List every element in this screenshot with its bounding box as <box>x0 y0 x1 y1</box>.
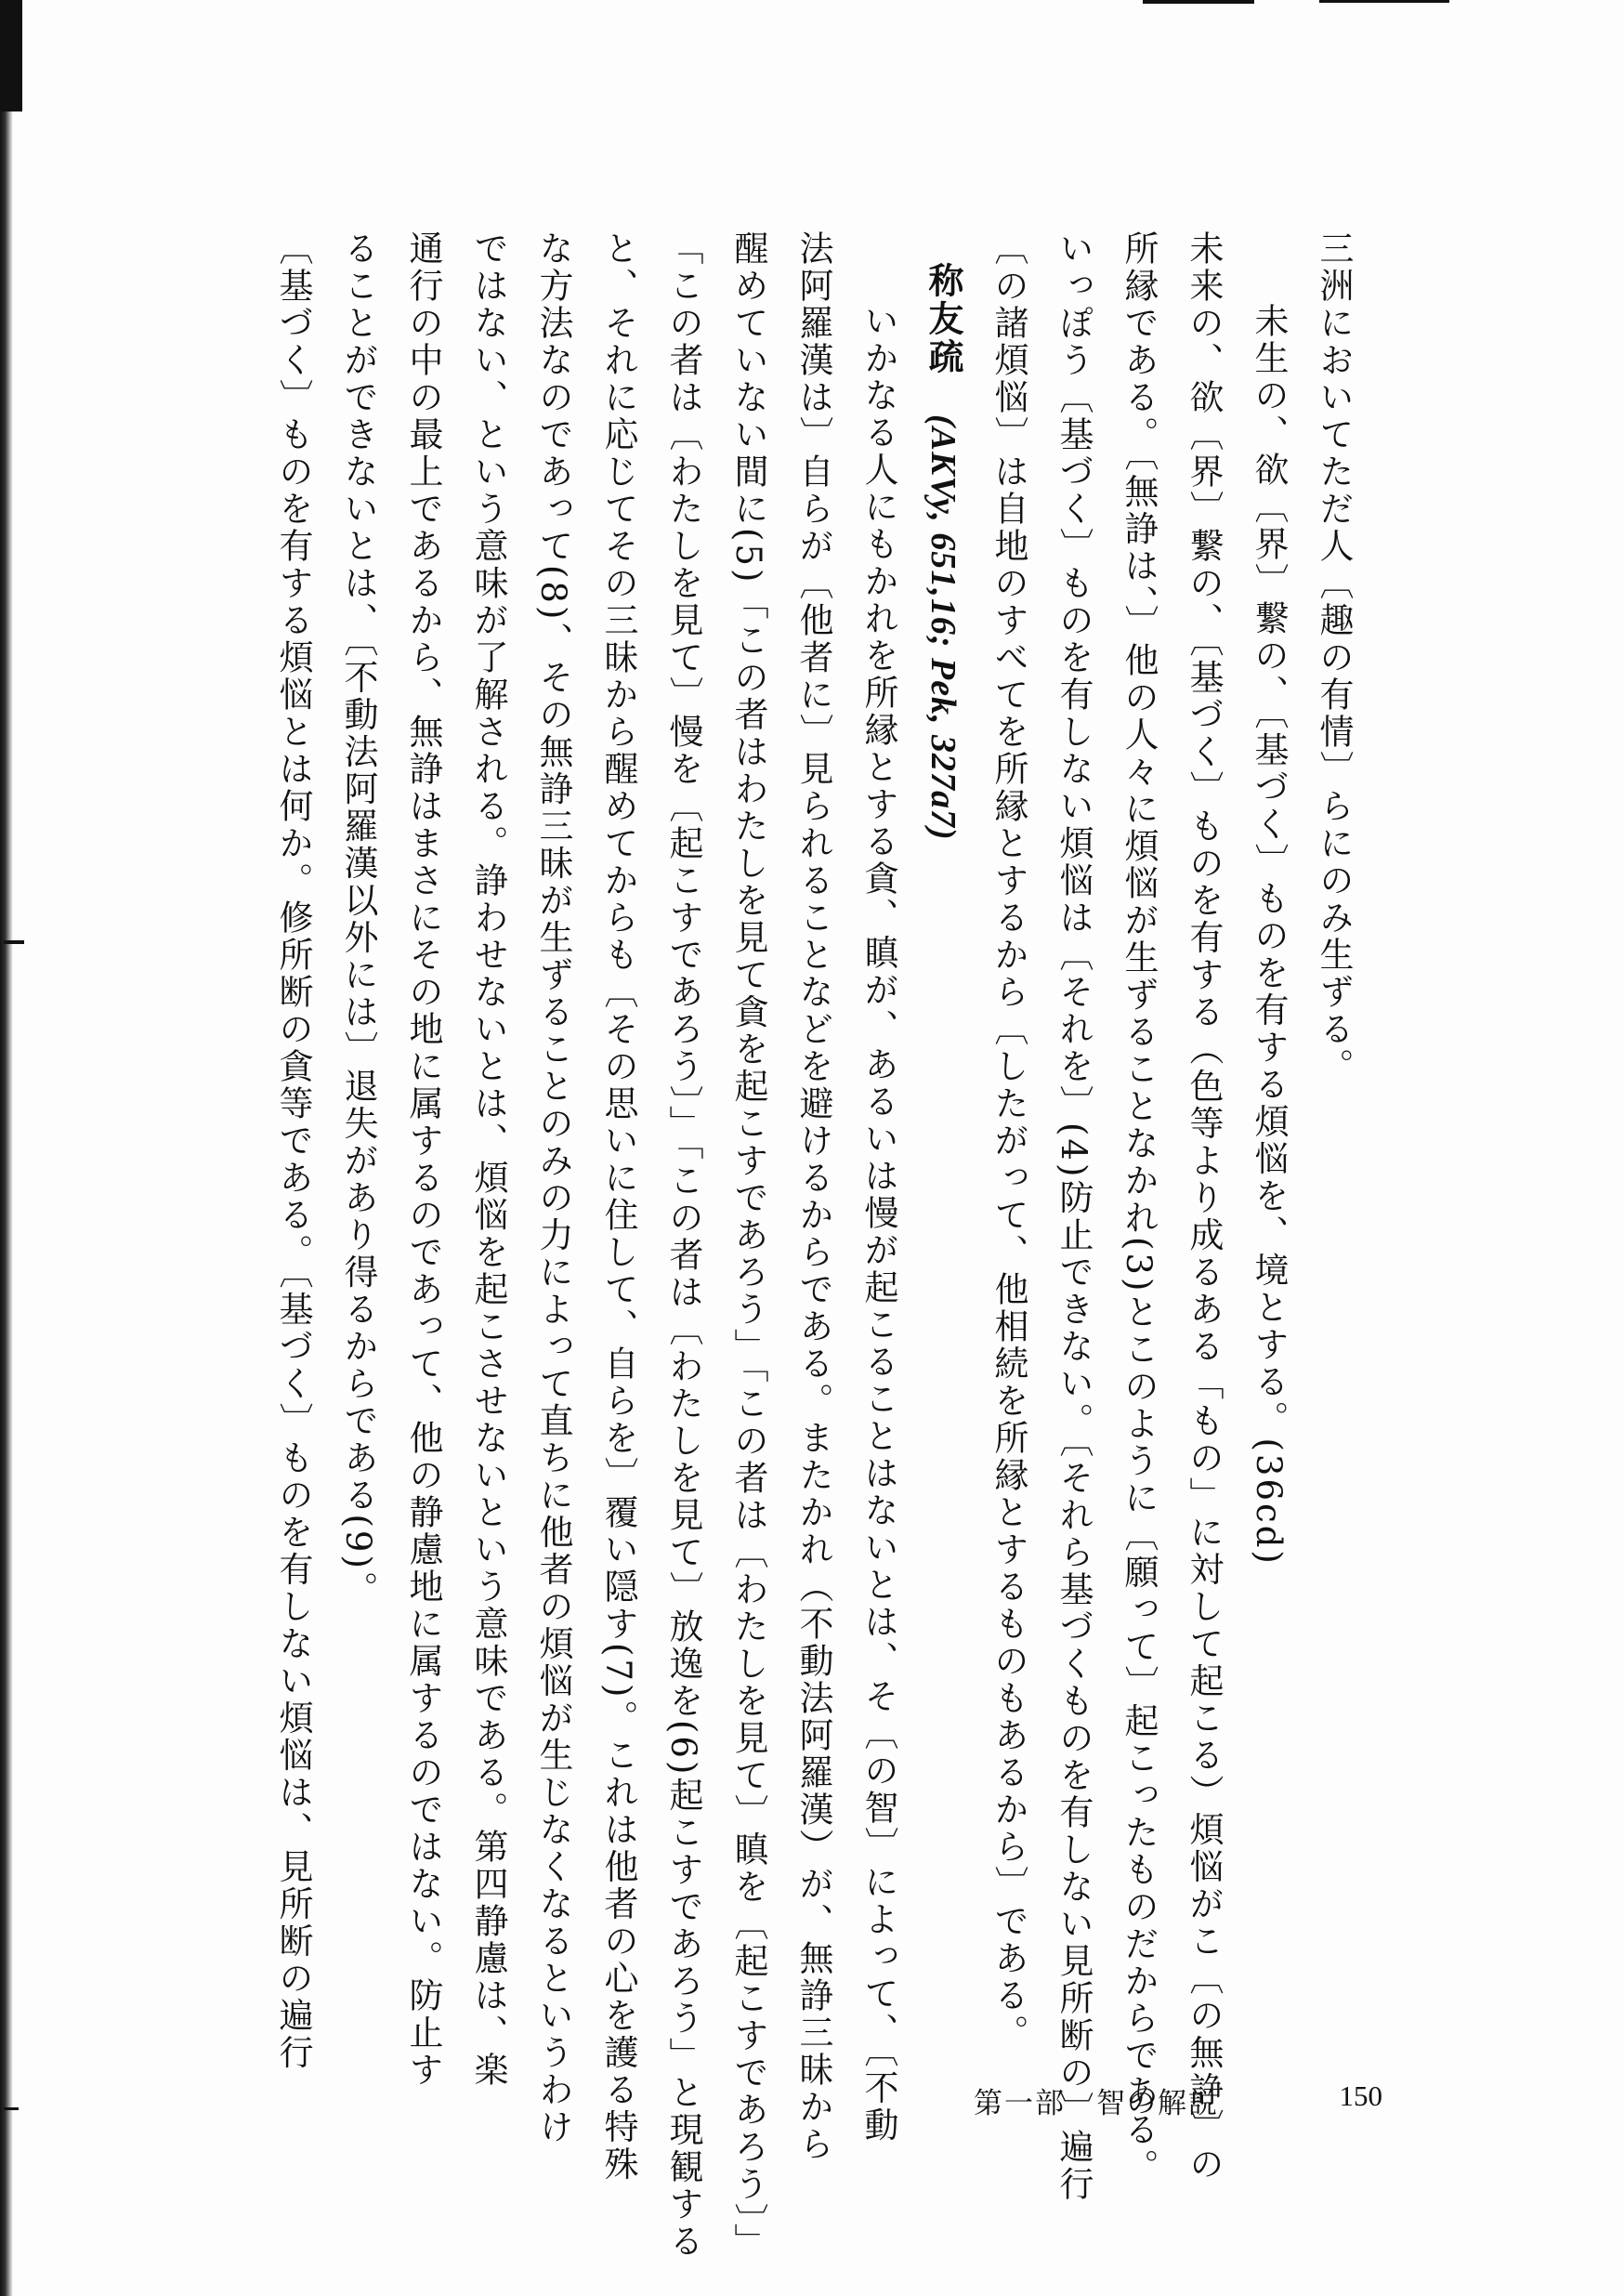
text-line: 未来の、欲〔界〕繋の、〔基づく〕ものを有する（色等より成るある「もの」に対して起こる）煩悩がこ〔の無諍〕の <box>1184 230 1224 2184</box>
text-line: ではない、という意味が了解される。諍わせないとは、煩悩を起こさせないという意味である。第四静慮は、楽 <box>468 230 508 2089</box>
text-line: 〔の諸煩悩〕は自地のすべてを所縁とするから〔したがって、他相続を所縁とするものもあるから〕である。 <box>989 230 1028 2052</box>
text-line: いっぽう〔基づく〕ものを有しない煩悩は〔それを〕(4)防止できない。〔それら基づくものを有しない見所断の〕遍行 <box>1054 230 1094 2203</box>
verse-line: 未生の、欲〔界〕繋の、〔基づく〕ものを有する煩悩を、境とする。(36cd) <box>1249 303 1289 1567</box>
text-line: 法阿羅漢は〕自らが〔他者に〕見られることなどを避けるからである。またかれ（不動法阿羅漢）が、無諍三昧から <box>793 230 833 2163</box>
commentary-heading <box>910 262 976 2089</box>
scan-mark <box>1319 0 1449 3</box>
scan-mark <box>4 2107 19 2110</box>
scan-mark <box>0 0 22 112</box>
running-title: 第一部 智の解説 <box>974 2087 1219 2120</box>
text-line: 「この者は〔わたしを見て〕慢を〔起こすであろう〕」「この者は〔わたしを見て〕放逸を(6)起こすであろう」と現観する <box>663 230 703 2261</box>
text-line: 所縁である。〔無諍は、〕他の人々に煩悩が生ずることなかれ(3)とこのように〔願って〕起こったものだからである。 <box>1119 230 1159 2186</box>
text-line: な方法なのであって(8)、その無諍三昧が生ずることのみの力によって直ちに他者の煩悩が生じなくなるというわけ <box>533 230 573 2146</box>
text-line: 醒めていない間に(5)「この者はわたしを見て貪を起こすであろう」「この者は〔わたしを見て〕瞋を〔起こすであろう〕」 <box>728 230 768 2261</box>
text-line: 通行の中の最上であるから、無諍はまさにその地に属するのであって、他の静慮地に属するのではない。防止す <box>403 230 443 2089</box>
scan-edge-left <box>0 0 13 2296</box>
text-line: 三洲においてただ人〔趣の有情〕らにのみ生ずる。 <box>1314 230 1354 1085</box>
text-line: 〔基づく〕ものを有する煩悩とは何か。修所断の貪等である。〔基づく〕ものを有しない煩悩は、見所断の遍行 <box>273 230 313 2072</box>
scan-mark <box>4 940 24 944</box>
text-line: ることができないとは、〔不動法阿羅漢以外には〕退失があり得るからである(9)。 <box>338 230 378 1608</box>
commentary-heading-title: 称友疏 <box>923 262 964 376</box>
page-number: 150 <box>1339 2080 1382 2112</box>
page-footer <box>974 2080 1382 2135</box>
text-line: いかなる人にもかれを所縁とする貪、瞋が、あるいは慢が起こることはないとは、そ〔の智〕によって、〔不動 <box>858 303 898 2145</box>
scan-mark <box>1143 0 1254 4</box>
text-line: と、それに応じてその三昧から醒めてからも〔その思いに住して、自らを〕覆い隠す(7)。これは他者の心を護る特殊 <box>598 230 638 2184</box>
commentary-heading-reference: (AKVy, 651,16; Pek, 327a7) <box>923 414 963 841</box>
